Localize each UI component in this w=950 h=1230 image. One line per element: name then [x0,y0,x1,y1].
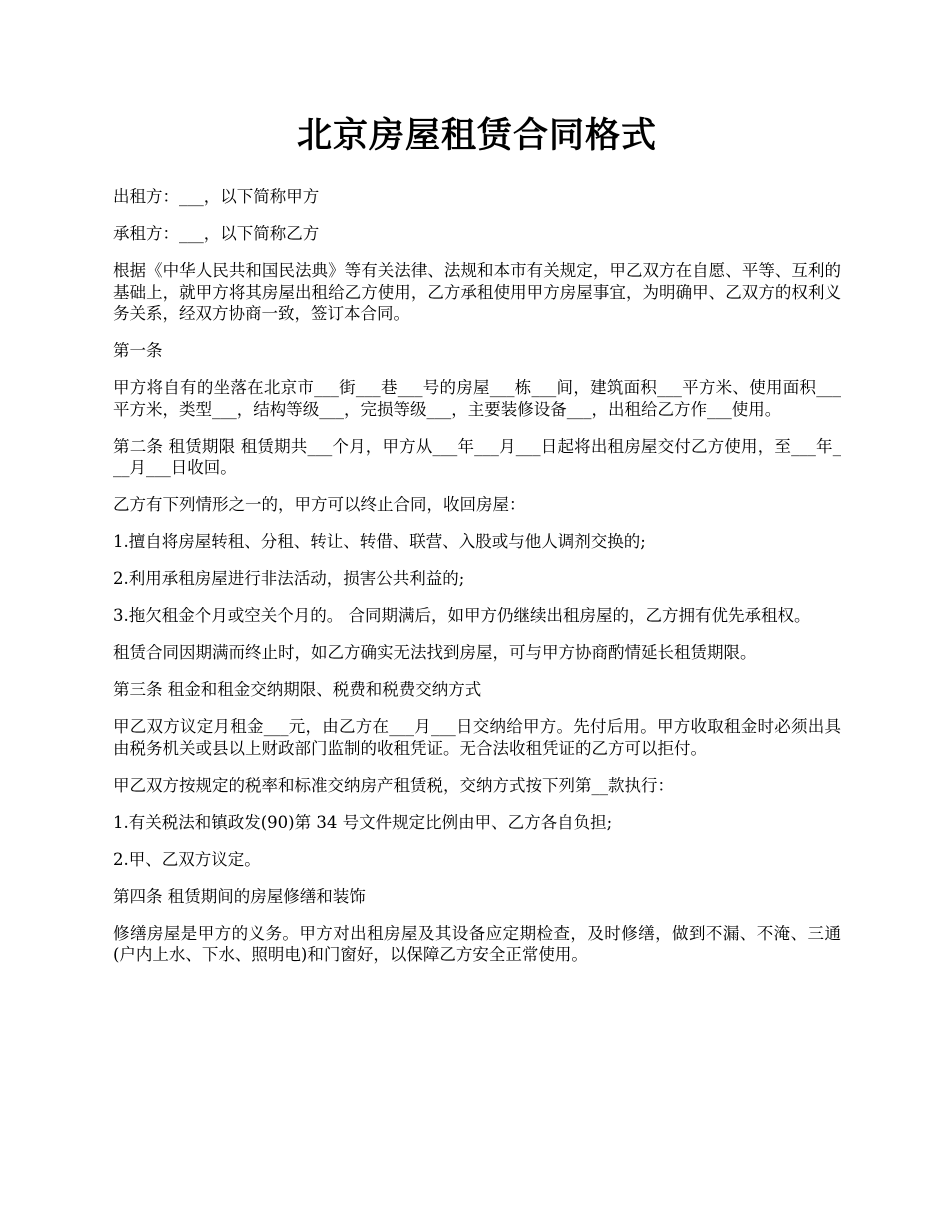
termination-intro: 乙方有下列情形之一的，甲方可以终止合同，收回房屋： [113,495,526,514]
document-title: 北京房屋租赁合同格式 [296,115,657,156]
article-3-heading: 第三条 租金和租金交纳期限、税费和税费交纳方式 [113,680,482,699]
rent-payment-paragraph: 甲乙双方议定月租金___元，由乙方在___月___日交纳给甲方。先付后用。甲方收取租金时必须出具由税务机关或县以上财政部门监制的收租凭证。无合法收租凭证的乙方可以拒付。 [113,717,841,758]
tax-option-2: 2.甲、乙双方议定。 [113,849,261,869]
repair-paragraph: 修缮房屋是甲方的义务。甲方对出租房屋及其设备应定期检查，及时修缮，做到不漏、不淹、三通(户内上水、下水、照明电)和门窗好，以保障乙方安全正常使用。 [113,923,841,964]
party-a-line: 出租方：___，以下简称甲方 [113,187,320,206]
lease-extension-paragraph: 租赁合同因期满而终止时，如乙方确实无法找到房屋，可与甲方协商酌情延长租赁期限。 [113,643,757,662]
tax-option-1: 1.有关税法和镇政发(90)第 34 号文件规定比例由甲、乙方各自负担; [113,812,613,832]
termination-item-1: 1.擅自将房屋转租、分租、转让、转借、联营、入股或与他人调剂交换的; [113,532,646,551]
preamble-paragraph: 根据《中华人民共和国民法典》等有关法律、法规和本市有关规定，甲乙双方在自愿、平等、互利的基础上，就甲方将其房屋出租给乙方使用，乙方承租使用甲方房屋事宜，为明确甲、乙双方的权利义务关系，经双方协商一致，签订本合同。 [113,261,841,323]
article-1-body: 甲方将自有的坐落在北京市___街___巷___号的房屋___栋___间，建筑面积___平方米、使用面积___平方米，类型___，结构等级___，完损等级___，主要装修设备___，出租给乙方作___使用。 [113,378,841,419]
article-2-paragraph: 第二条 租赁期限 租赁期共___个月，甲方从___年___月___日起将出租房屋交付乙方使用，至___年___月___日收回。 [113,436,841,477]
termination-item-3: 3.拖欠租金个月或空关个月的。 合同期满后，如甲方仍继续出租房屋的，乙方拥有优先承租权。 [113,606,811,625]
article-4-heading: 第四条 租赁期间的房屋修缮和装饰 [113,886,366,906]
article-1-heading: 第一条 [113,341,163,360]
tax-payment-paragraph: 甲乙双方按规定的税率和标准交纳房产租赁税，交纳方式按下列第__款执行： [113,775,674,795]
party-b-line: 承租方：___，以下简称乙方 [113,224,320,243]
termination-item-2: 2.利用承租房屋进行非法活动，损害公共利益的; [113,569,465,588]
document-page [113,110,841,981]
